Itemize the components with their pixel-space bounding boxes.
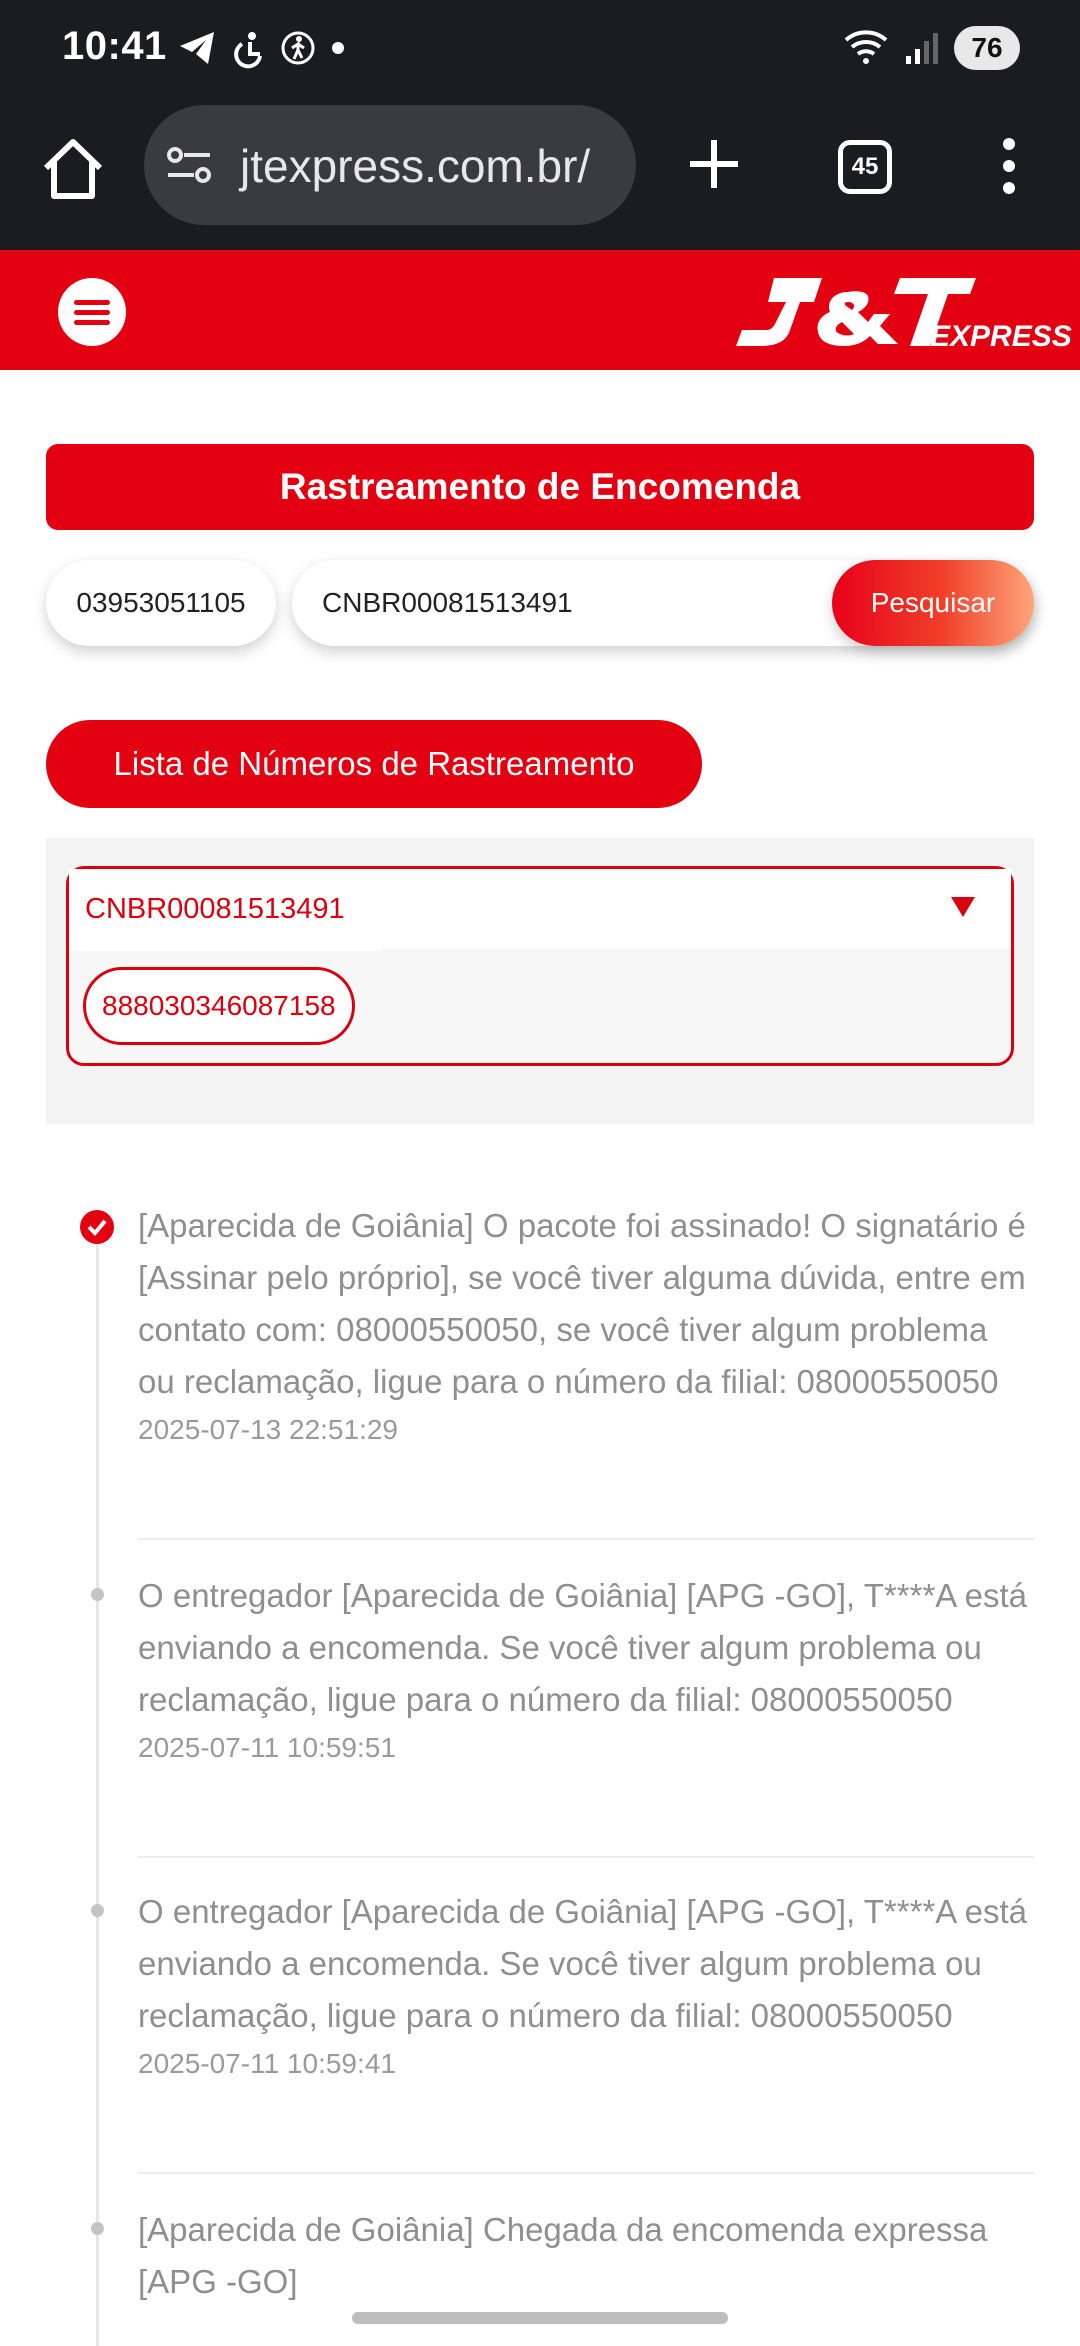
- event-timestamp: 2025-07-11 10:59:41: [138, 2048, 396, 2079]
- url-text: jtexpress.com.br/: [240, 140, 591, 192]
- event-description: [Aparecida de Goiânia] O pacote foi assinado! O signatário é [Assinar pelo próprio], se você tiver alguma dúvida, entre em contato com: 08000550050, se você tiver algum problema ou reclamação, ligue para o número da filial: 08000550050: [138, 1207, 1026, 1400]
- event-description: [Aparecida de Goiânia] Chegada da encomenda expressa [APG -GO]: [138, 2211, 988, 2300]
- address-bar[interactable]: [144, 105, 636, 225]
- hamburger-line-icon: [74, 300, 110, 305]
- select-divider: [381, 949, 1011, 951]
- overflow-menu-icon[interactable]: [994, 136, 1024, 196]
- signal-icon: [904, 30, 938, 66]
- svg-text:EXPRESS: EXPRESS: [930, 320, 1072, 353]
- delivered-check-icon: [80, 1210, 114, 1244]
- selected-tracking-number: CNBR00081513491: [85, 893, 345, 925]
- event-description: O entregador [Aparecida de Goiânia] [APG -GO], T****A está enviando a encomenda. Se você tiver algum problema ou reclamação, ligue para o número da filial: 08000550050: [138, 1577, 1028, 1718]
- site-settings-icon[interactable]: [166, 145, 212, 185]
- dropdown-caret-icon[interactable]: [951, 897, 975, 917]
- timeline-dot-icon: [91, 2222, 104, 2235]
- timeline-dot-icon: [91, 1904, 104, 1917]
- timeline-event: [138, 1570, 1034, 1764]
- gesture-navigation-bar[interactable]: [352, 2312, 728, 2324]
- tab-switcher-button[interactable]: 45: [838, 140, 892, 194]
- hamburger-line-icon: [74, 320, 110, 325]
- timeline-line: [96, 1226, 99, 2346]
- timeline-event: [138, 1886, 1034, 2080]
- status-bar: [0, 0, 1080, 100]
- tracking-select-panel: [46, 838, 1034, 1124]
- tracking-timeline: [46, 1170, 1034, 2300]
- timeline-dot-icon: [91, 1588, 104, 1601]
- tracking-code-input[interactable]: CNBR00081513491: [292, 560, 1034, 646]
- phone-input[interactable]: 03953051105: [46, 560, 276, 646]
- jt-express-logo[interactable]: [730, 272, 1072, 354]
- notification-dot-icon: [330, 40, 346, 56]
- event-description: O entregador [Aparecida de Goiânia] [APG -GO], T****A está enviando a encomenda. Se você tiver algum problema ou reclamação, ligue para o número da filial: 08000550050: [138, 1893, 1028, 2034]
- status-icons-left: [178, 30, 346, 66]
- timeline-event: [138, 2204, 1034, 2308]
- status-icons-right: [844, 26, 1020, 70]
- status-time: 10:41: [62, 24, 167, 68]
- tracking-select[interactable]: [66, 866, 1014, 1066]
- accessibility-walk-icon: [280, 30, 316, 66]
- hamburger-line-icon: [74, 310, 110, 315]
- event-timestamp: 2025-07-11 10:59:51: [138, 1732, 396, 1763]
- home-icon[interactable]: [38, 134, 108, 204]
- hamburger-menu-button[interactable]: [58, 278, 126, 346]
- event-divider: [138, 2172, 1034, 2174]
- wifi-icon: [844, 30, 888, 66]
- tracking-list-button[interactable]: Lista de Números de Rastreamento: [46, 720, 702, 808]
- accessibility-icon: [232, 30, 266, 66]
- event-divider: [138, 1856, 1034, 1858]
- tracking-option-chip[interactable]: 888030346087158: [83, 967, 355, 1045]
- browser-toolbar: [0, 100, 1080, 250]
- timeline-event: [138, 1200, 1034, 1446]
- battery-icon: 76: [954, 26, 1020, 70]
- page-title: Rastreamento de Encomenda: [46, 444, 1034, 530]
- search-button[interactable]: Pesquisar: [832, 560, 1034, 646]
- select-header[interactable]: [69, 869, 1011, 951]
- telegram-icon: [178, 30, 218, 66]
- event-timestamp: 2025-07-13 22:51:29: [138, 1414, 398, 1445]
- site-header: [0, 250, 1080, 370]
- event-divider: [138, 1538, 1034, 1540]
- new-tab-icon[interactable]: [686, 136, 742, 192]
